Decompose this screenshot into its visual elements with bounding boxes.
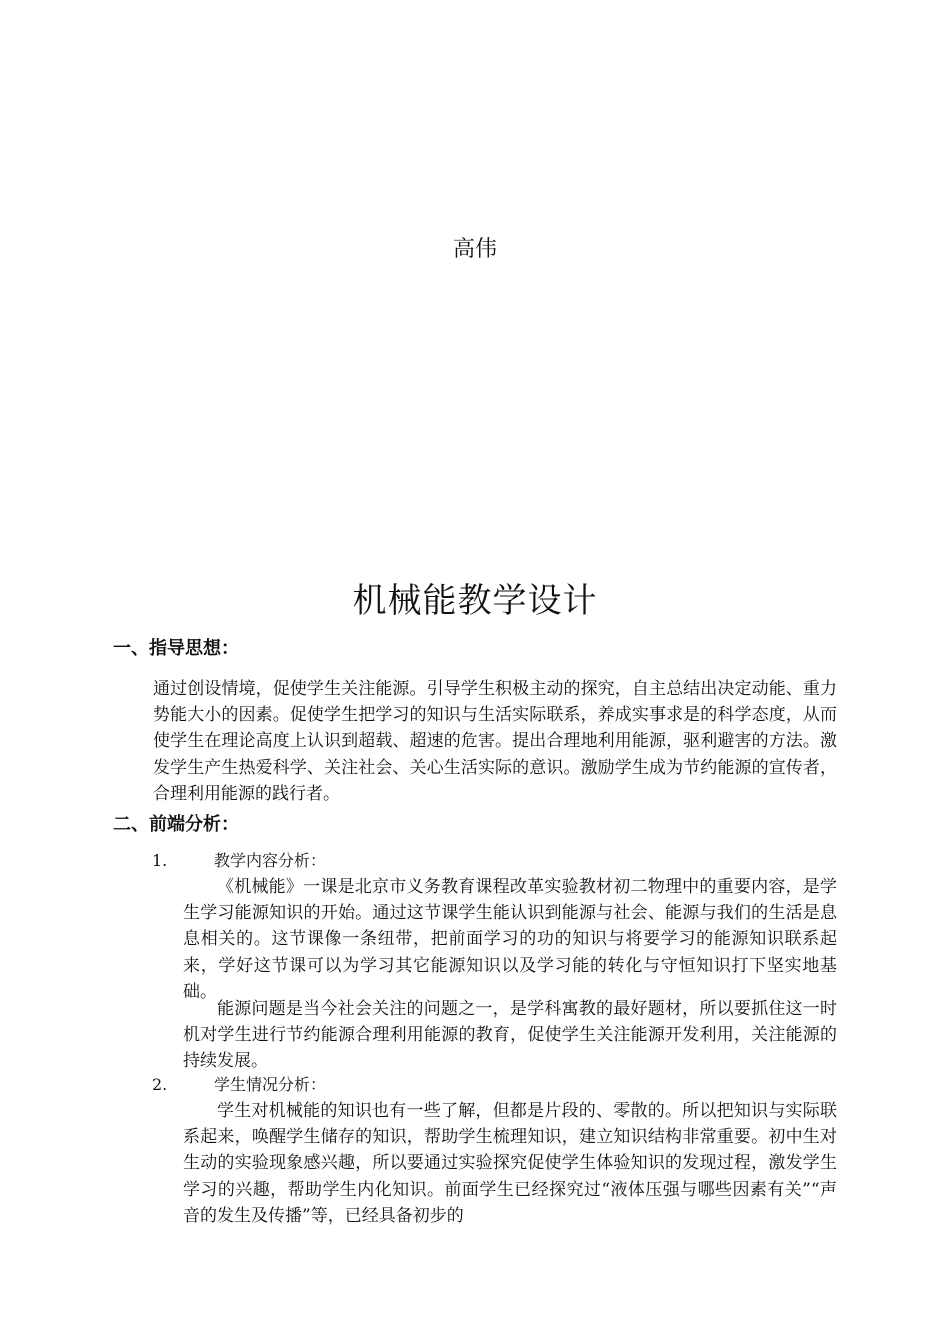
student-analysis-paragraph: 学生对机械能的知识也有一些了解，但都是片段的、零散的。所以把知识与实际联系起来，唤醒学生储存的知识，帮助学生梳理知识，建立知识结构非常重要。初中生对生动的实验现象感兴趣，所以要通过实验探究促使学生体验知识的发现过程，激发学生学习的兴趣，帮助学生内化知识。前面学生已经探究过“液体压强与哪些因素有关”“声音的发生及传播”等，已经具备初步的	[183, 1101, 837, 1226]
list-item-number: 1.	[152, 851, 168, 870]
section-paragraph-guiding-ideology: 通过创设情境，促使学生关注能源。引导学生积极主动的探究，自主总结出决定动能、重力势能大小的因素。促使学生把学习的知识与生活实际联系，养成实事求是的科学态度，从而使学生在理论高度上认识到超载、超速的危害。提出合理地利用能源，驱利避害的方法。激发学生产生热爱科学、关注社会、关心生活实际的意识。激励学生成为节约能源的宣传者，合理利用能源的践行者。	[153, 679, 837, 804]
document-title: 机械能教学设计	[352, 581, 598, 621]
list-item-number: 2.	[152, 1075, 168, 1094]
content-analysis-paragraph: 能源问题是当今社会关注的问题之一，是学科寓教的最好题材，所以要抓住这一时机对学生进行节约能源合理利用能源的教育，促使学生关注能源开发利用，关注能源的持续发展。	[183, 999, 837, 1072]
list-item-label-content-analysis: 教学内容分析：	[214, 851, 327, 870]
author-name: 高伟	[452, 237, 497, 262]
section-heading-front-end-analysis: 二、前端分析：	[113, 814, 239, 835]
list-item-label-student-analysis: 学生情况分析：	[214, 1075, 327, 1094]
content-analysis-paragraph: 《机械能》一课是北京市义务教育课程改革实验教材初二物理中的重要内容，是学生学习能源知识的开始。通过这节课学生能认识到能源与社会、能源与我们的生活是息息相关的。这节课像一条纽带，把前面学习的功的知识与将要学习的能源知识联系起来，学好这节课可以为学习其它能源知识以及学习能的转化与守恒知识打下坚实地基础。	[183, 877, 837, 1002]
section-heading-guiding-ideology: 一、指导思想：	[113, 638, 239, 659]
